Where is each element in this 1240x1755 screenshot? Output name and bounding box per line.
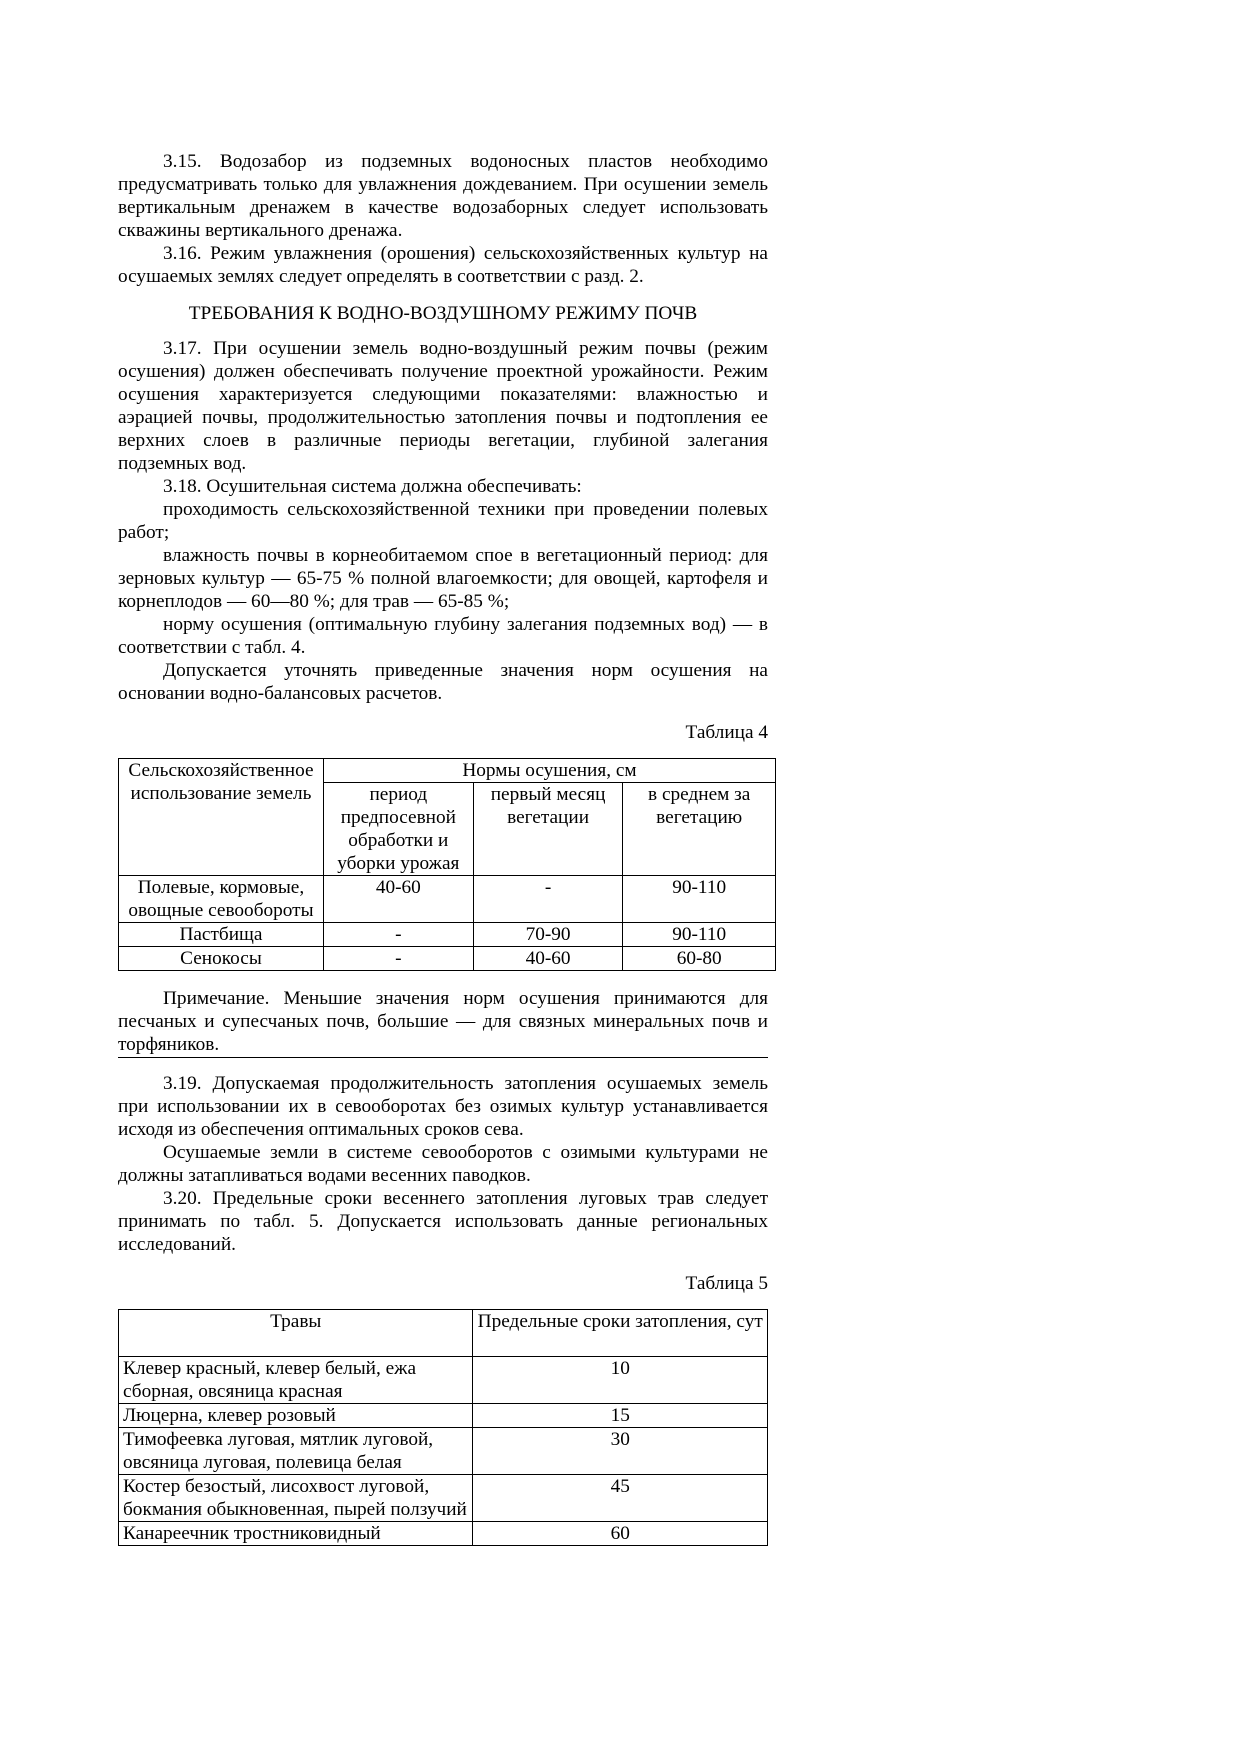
paragraph-3-16: 3.16. Режим увлажнения (орошения) сельскохозяйственных культур на осушаемых землях следует определять в соответствии с разд. 2. [118, 243, 768, 287]
table-cell: Канареечник тростниковидный [119, 1522, 473, 1546]
table-cell: 70-90 [473, 923, 623, 947]
table4-header-group: Нормы осушения, см [323, 759, 775, 783]
table4-subheader: период предпосевной обработки и уборки урожая [323, 783, 473, 876]
table-cell: Костер безостый, лисохвост луговой, бокмания обыкновенная, пырей ползучий [119, 1475, 473, 1522]
table-row [119, 1475, 768, 1522]
table-cell: 15 [473, 1404, 768, 1428]
table-cell: - [323, 947, 473, 971]
table-cell: 40-60 [473, 947, 623, 971]
table4-subheader: первый месяц вегетации [473, 783, 623, 876]
document-page [118, 150, 768, 1546]
table-cell: 45 [473, 1475, 768, 1522]
table-row [119, 876, 776, 923]
paragraph-3-15: 3.15. Водозабор из подземных водоносных пластов необходимо предусматривать только для увлажнения дождеванием. При осушении земель вертикальным дренажем в качестве водозаборных следует использовать скважины вертикального дренажа. [118, 151, 768, 241]
table-cell: Люцерна, клевер розовый [119, 1404, 473, 1428]
table-cell: - [323, 923, 473, 947]
paragraph-3-20: 3.20. Предельные сроки весеннего затопления луговых трав следует принимать по табл. 5. Допускается использовать данные региональных исследований. [118, 1188, 768, 1255]
paragraph-item-passability: проходимость сельскохозяйственной техники при проведении полевых работ; [118, 499, 768, 543]
table5 [118, 1309, 768, 1546]
table4 [118, 758, 776, 971]
table-cell: Сенокосы [119, 947, 324, 971]
table5-header-grasses: Травы [119, 1310, 473, 1357]
table-row [119, 947, 776, 971]
table4-caption: Таблица 4 [685, 722, 768, 743]
table-row [119, 1404, 768, 1428]
paragraph-item-moisture: влажность почвы в корнеобитаемом спое в вегетационный период: для зерновых культур — 65-75 % полной влагоемкости; для овощей, картофеля и корнеплодов — 60—80 %; для трав — 65-85 %; [118, 545, 768, 612]
table-cell: Клевер красный, клевер белый, ежа сборная, овсяница красная [119, 1357, 473, 1404]
table-cell: Полевые, кормовые, овощные севообороты [119, 876, 324, 923]
table-row [119, 1357, 768, 1404]
table-cell: - [473, 876, 623, 923]
table-cell: Тимофеевка луговая, мятлик луговой, овсяница луговая, полевица белая [119, 1428, 473, 1475]
table-cell: 90-110 [623, 923, 776, 947]
table4-note: Примечание. Меньшие значения норм осушения принимаются для песчаных и супесчаных почв, большие — для связных минеральных почв и торфяников. [118, 987, 768, 1058]
paragraph-3-19: 3.19. Допускаемая продолжительность затопления осушаемых земель при использовании их в севооборотах без озимых культур устанавливается исходя из обеспечения оптимальных сроков сева. [118, 1073, 768, 1140]
table-cell: 10 [473, 1357, 768, 1404]
table5-caption: Таблица 5 [685, 1273, 768, 1294]
paragraph-3-17: 3.17. При осушении земель водно-воздушный режим почвы (режим осушения) должен обеспечивать получение проектной урожайности. Режим осушения характеризуется следующими показателями: влажностью и аэрацией почвы, продолжительностью затопления почвы и подтопления ее верхних слоев в различные периоды вегетации, глубиной залегания подземных вод. [118, 338, 768, 474]
table-row [119, 923, 776, 947]
section-heading: ТРЕБОВАНИЯ К ВОДНО-ВОЗДУШНОМУ РЕЖИМУ ПОЧВ [188, 303, 698, 324]
table-row [119, 1428, 768, 1475]
table-cell: 60-80 [623, 947, 776, 971]
table-cell: 60 [473, 1522, 768, 1546]
table-cell: 30 [473, 1428, 768, 1475]
table4-subheader: в среднем за вегетацию [623, 783, 776, 876]
paragraph-allowance: Допускается уточнять приведенные значения норм осушения на основании водно-балансовых расчетов. [118, 660, 768, 704]
paragraph-item-drainage-norm: норму осушения (оптимальную глубину залегания подземных вод) — в соответствии с табл. 4. [118, 614, 768, 658]
table-cell: Пастбища [119, 923, 324, 947]
paragraph-3-18: 3.18. Осушительная система должна обеспечивать: [163, 476, 582, 497]
table-cell: 90-110 [623, 876, 776, 923]
table5-header-flood-limit: Предельные сроки затопления, сут [473, 1310, 768, 1357]
table-cell: 40-60 [323, 876, 473, 923]
table4-header-land-use: Сельскохозяйственное использование земель [119, 759, 324, 876]
table-row [119, 1522, 768, 1546]
paragraph-winter-crops: Осушаемые земли в системе севооборотов с озимыми культурами не должны затапливаться водами весенних паводков. [118, 1142, 768, 1186]
